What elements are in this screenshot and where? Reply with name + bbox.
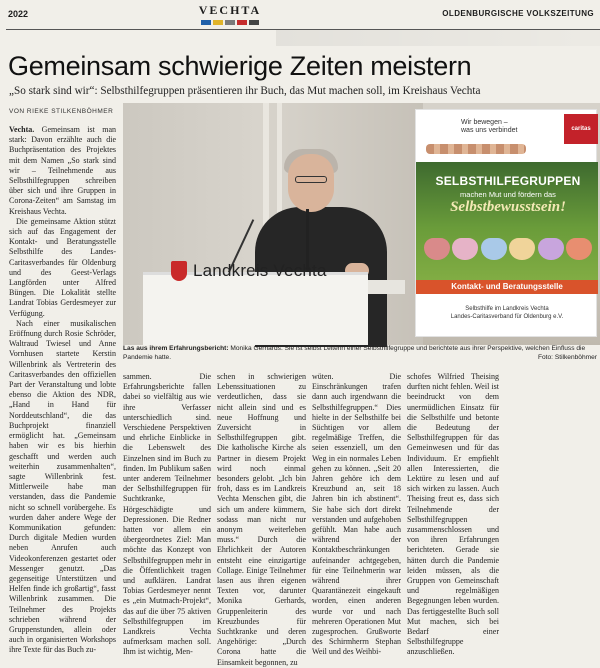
color-bar bbox=[201, 20, 211, 25]
caption-lead: Las aus ihrem Erfahrungsbericht: bbox=[123, 345, 229, 352]
heart-icon bbox=[424, 238, 450, 260]
article-column-3 bbox=[217, 372, 306, 667]
banner-subtitle: machen Mut und fördern das bbox=[460, 190, 556, 199]
banner-title: SELBSTHILFEGRUPPEN bbox=[435, 174, 581, 188]
landkreis-crest-icon bbox=[171, 261, 187, 281]
paragraph: Die gemeinsame Aktion stützt sich auf das Engagement der Kontakt- und Beratungsstelle Selbsthilfe des Landes-Caritasverbandes für Oldenburg und des Geest-Verlags Langförden unter Alfred Büngen. Die Lokalität stellte Landrat Tobias Gerdesmeyer zur Verfügung. bbox=[9, 216, 116, 318]
article-byline: VON RIEKE STILKENBÖHMER bbox=[9, 108, 114, 115]
article-column-2 bbox=[123, 372, 211, 657]
banner-footer-line: Selbsthilfe im Landkreis Vechta bbox=[465, 306, 549, 312]
color-bar bbox=[249, 20, 259, 25]
section-color-bars bbox=[190, 20, 270, 25]
photo-caption bbox=[123, 345, 597, 362]
paragraph: sammen. Die Erfahrungsberichte fallen dabei so vielfältig aus wie ihre Verfasser unterschiedlich sind. Verschiedene Perspektiven und ehrliche Einblicke in die Lebenswelt des Einzelnen sind im Buch zu finden. Im Publikum saßen unter anderem Teilnehmer der Selbsthilfegruppen für Suchtkranke, Hörgeschädigte und Depressionen. Die Redner hatten vor allem ein übergeordnetes Ziel: Man möchte das Konzept von Selbsthilfegruppen mehr in die Öffentlichkeit tragen und aufklären. Landrat Tobias Gerdesmeyer nennt es „ein Mutmach-Projekt“, das auf die über 75 aktiven Selbsthilfegruppen im Landkreis Vechta aufmerksam machen soll. Ihm ist wichtig, Men- bbox=[123, 372, 211, 657]
banner-rollup bbox=[415, 109, 597, 337]
color-bar bbox=[225, 20, 235, 25]
banner-footer-line: Landes-Caritasverband für Oldenburg e.V. bbox=[450, 314, 564, 320]
paragraph: schen in schwierigen Lebenssituationen zu verdeutlichen, dass sie nicht allein sind und es neue Hoffnung und Zuversicht in Selbsthilfegruppen gibt. Die katholische Kirche als Partner in diesem Projekt wird noch einmal besonders gelobt. „Ich bin froh, dass es im Landkreis Vechta Menschen gibt, die sich um andere kümmern, sodass man nicht nur anonym weiterleben muss.“ Durch die Ehrlichkeit der Autoren entsteht eine einzigartige Collage. Einige Teilnehmer lasen aus ihren eigenen Texten vor, darunter Monika Gerhards, Gruppenleiterin des Kreuzbundes für Suchtkranke und deren Angehörige: „Durch Corona hatte die Einsamkeit begonnen, zu bbox=[217, 372, 306, 667]
article-photo bbox=[123, 103, 600, 345]
color-bar bbox=[237, 20, 247, 25]
banner-hearts-row bbox=[424, 238, 592, 264]
speaker-head bbox=[288, 154, 334, 212]
banner-hands-graphic bbox=[426, 144, 526, 154]
paragraph: Nach einer musikalischen Eröffnung durch Rosie Schröder, Waltraud Twiesel und Anne Vornhusen startete Kerstin Willenbrink als Vertreterin des Caritasverbandes den offiziellen Part der Veranstaltung und lobte ebenso die Aktion des NDR, „Hand in Hand für Norddeutschland“, die das Buchprojekt finanziell ermöglicht hat. „Gemeinsam haben wir es bis hierhin geschafft und werden auch weiterhin zusammenhalten“, sagte Willenbrink fest. Mittlerweile habe man verstanden, dass die Pandemie nicht so schnell vorübergehe. Es wurden daher andere Wege der Kommunikation gefunden: Durch digitale Medien wurden neben Anrufen auch Videokonferenzen gestartet oder Messenger genutzt. „Das gegenseitige Unterstützen und Helfen finde ich großartig“, fasst Willenbrink zusammen. Die Teilnehmer des Projekts schrieben während der Gruppenstunden, allein oder auch in organisierten Workshops ihre Texte für das Buch zu- bbox=[9, 318, 116, 655]
caritas-logo-icon: caritas bbox=[564, 114, 598, 144]
heart-icon bbox=[566, 238, 592, 260]
article-column-4 bbox=[312, 372, 401, 657]
newspaper-name: OLDENBURGISCHE VOLKSZEITUNG bbox=[442, 9, 594, 18]
banner-tagline-line: was uns verbindet bbox=[461, 127, 518, 134]
article-headline: Gemeinsam schwierige Zeiten meistern bbox=[8, 51, 472, 81]
page-year: 2022 bbox=[8, 9, 29, 19]
color-bar bbox=[213, 20, 223, 25]
banner-stripe: Kontakt- und Beratungsstelle bbox=[416, 280, 598, 294]
heart-icon bbox=[481, 238, 507, 260]
heart-icon bbox=[509, 238, 535, 260]
dateline: Vechta. bbox=[9, 125, 35, 134]
speaker-glasses bbox=[295, 176, 327, 183]
podium-label: Landkreis Vechta bbox=[193, 261, 327, 280]
heart-icon bbox=[538, 238, 564, 260]
section-header bbox=[190, 3, 270, 25]
paragraph: Gemeinsam ist man stark: Davon erzählte auch die Buchpräsentation des Projektes mit dem Namen „So stark sind wir – Teilnehmende aus Selbsthilfegruppen schreiben über sich und ihre Gruppen in Corona-Zeiten“ am Samstag im Kreishaus Vechta. bbox=[9, 125, 117, 216]
article-column-1 bbox=[9, 125, 117, 655]
article-column-5 bbox=[407, 372, 499, 657]
banner-tagline-line: Wir bewegen – bbox=[461, 119, 508, 126]
podium bbox=[143, 272, 368, 345]
heart-icon bbox=[452, 238, 478, 260]
section-name: VECHTA bbox=[198, 3, 262, 17]
article-subheadline: „So stark sind wir“: Selbsthilfegruppen präsentieren ihr Buch, das Mut machen soll, im Kreishaus Vechta bbox=[9, 85, 481, 97]
masthead bbox=[0, 0, 600, 34]
banner-script-text: Selbstbewusstsein! bbox=[450, 199, 566, 215]
paragraph: wüten. Die Einschränkungen trafen dann auch irgendwann die Selbsthilfegruppen.“ Dies hielte in der Selbsthilfe bei Süchtigen vor allem regelmäßige Treffen, die seien essenziell, um den Weg in ein normales Leben gehen zu können. „Seit 20 Jahren gehöre ich dem Kreuzbund an, seit 18 Jahren bin ich abstinent“. Sie habe sich dort direkt verstanden und aufgehoben gefühlt. Man habe auch während der Kontaktbeschränkungen aufeinander achtgegeben, für eine Teilnehmerin war während ihrer Quarantänezeit eingekauft worden, einen anderen wurde vor und nach mehreren Operationen Mut zugesprochen. Grußworte des Schirmherrn Stephan Weil und des Weihbi- bbox=[312, 372, 401, 657]
paragraph: schofes Wilfried Theising durften nicht fehlen. Weil ist beeindruckt von dem unermüdlichen Einsatz für die Selbsthilfe und betonte die Bedeutung der Selbsthilfegruppen für das Gemeinwesen und für das Individuum. Er empfiehlt allen Interessierten, die Lektüre zu lesen und auf sich wirken zu lassen. Auch Theising freut es, dass sich Teilnehmende der Selbsthilfegruppen zusammenschlossen und von ihren Erfahrungen berichteten. Gerade sie hätten durch die Pandemie leiden müssen, als die Gruppen von Gemeinschaft und regelmäßigen Begegnungen leben wurden. Das fertiggestellte Buch soll Mut machen, sich bei Bedarf einer Selbsthilfegruppe anzuschließen. bbox=[407, 372, 499, 657]
bleed-through-strip bbox=[276, 30, 600, 46]
photo-credit: Foto: Stilkenböhmer bbox=[537, 354, 597, 361]
caption-text: Monika Gerhards. Sie ist selbst Leiterin einer Selbsthilfegruppe und berichtete aus ihrer Perspektive, welchen Einfluss die Pandemie hatte. bbox=[123, 345, 586, 361]
banner-tagline bbox=[461, 119, 517, 135]
